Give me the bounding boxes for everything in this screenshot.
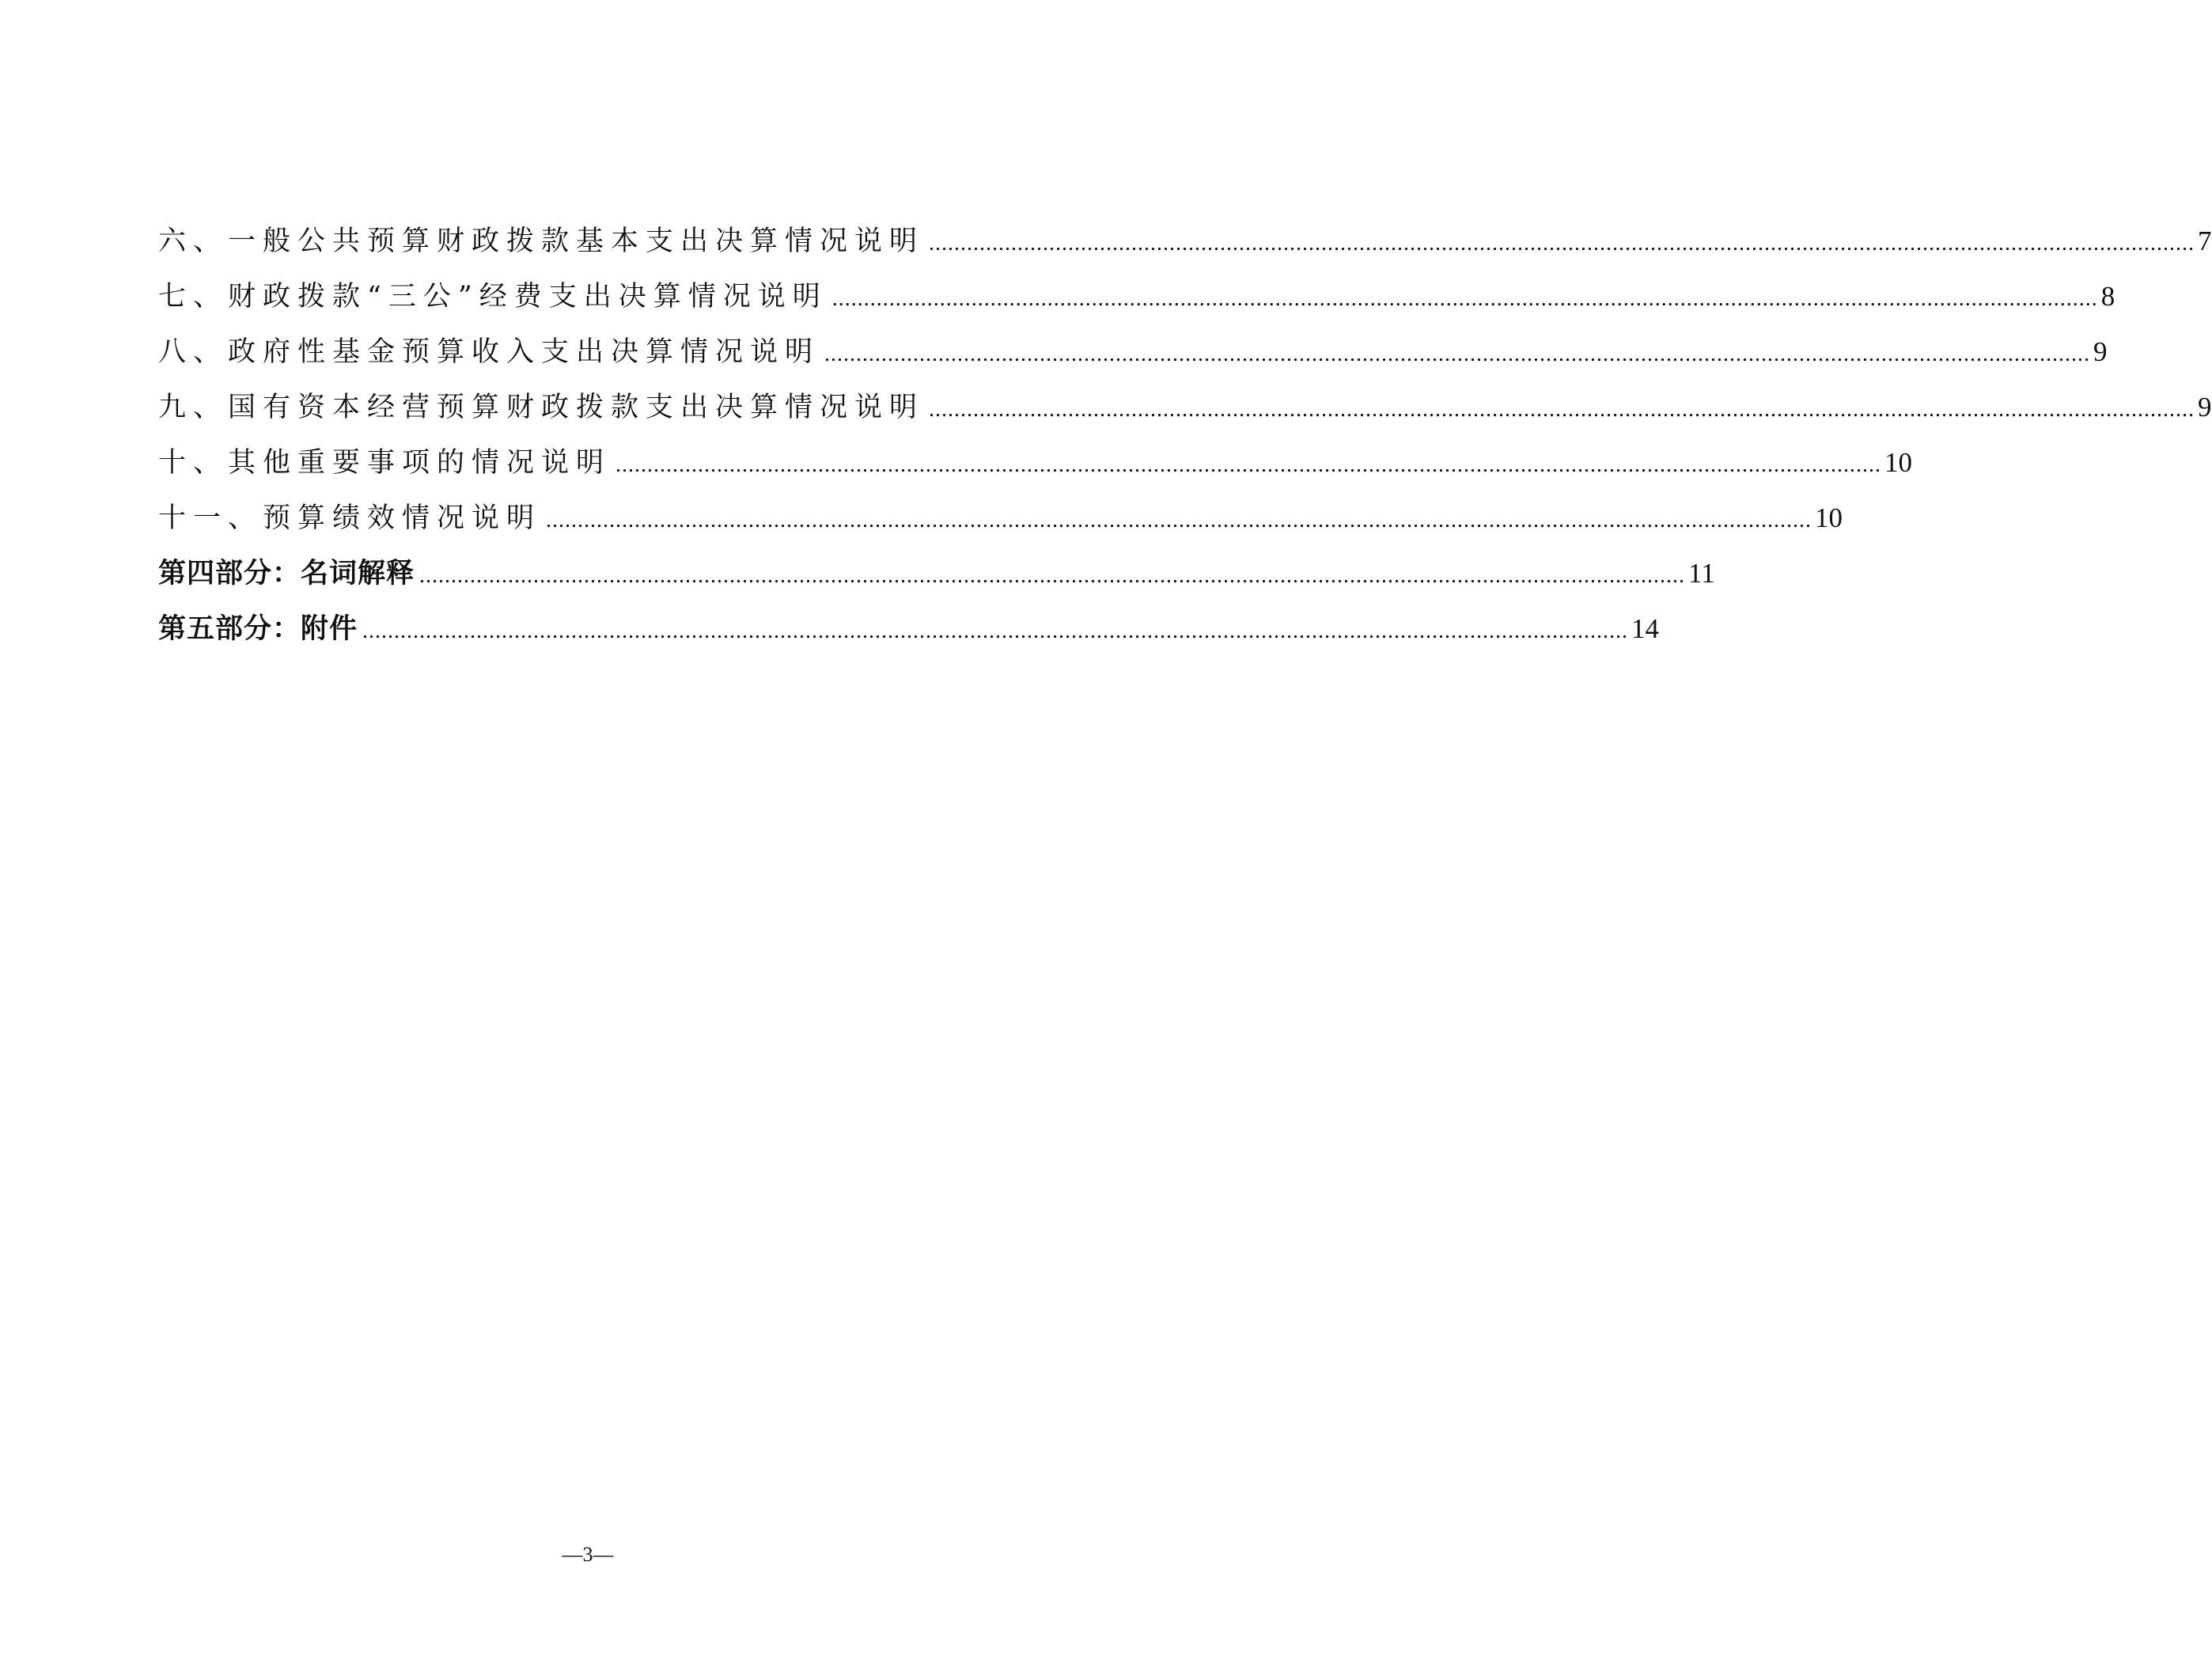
toc-entry-6 bbox=[158, 214, 2212, 269]
toc-entry-9 bbox=[158, 380, 2212, 435]
dot-leader: ........................................................................................................................................................................................................ bbox=[546, 508, 1812, 533]
toc-entry-label: 第四部分：名词解释 bbox=[158, 558, 415, 589]
dot-leader: ........................................................................................................................................................................................................ bbox=[929, 231, 2195, 256]
toc-entry-page: 9 bbox=[2093, 336, 2108, 367]
toc-entry-11 bbox=[158, 491, 1843, 546]
toc-entry-label: 九、国有资本经营预算财政拨款支出决算情况说明 bbox=[158, 392, 925, 423]
dot-leader: ........................................................................................................................................................................................................ bbox=[419, 563, 1686, 588]
page-number: —3— bbox=[562, 1543, 614, 1566]
toc-entry-label: 十、其他重要事项的情况说明 bbox=[158, 447, 612, 479]
dot-leader: ........................................................................................................................................................................................................ bbox=[929, 397, 2195, 422]
dot-leader: ........................................................................................................................................................................................................ bbox=[831, 286, 2098, 311]
toc-entry-part-4 bbox=[158, 546, 1715, 601]
toc-entry-label: 七、财政拨款“三公”经费支出决算情况说明 bbox=[158, 281, 828, 313]
toc-entry-label: 十一、预算绩效情况说明 bbox=[158, 502, 542, 534]
toc-entry-8 bbox=[158, 324, 2108, 380]
toc-entry-page: 8 bbox=[2100, 281, 2115, 312]
toc-entry-label: 八、政府性基金预算收入支出决算情况说明 bbox=[158, 336, 820, 368]
toc-entry-page: 10 bbox=[1884, 447, 1913, 478]
toc-entry-part-5 bbox=[158, 601, 1660, 657]
toc-entry-7 bbox=[158, 269, 2115, 324]
table-of-contents bbox=[158, 214, 2212, 657]
dot-leader: ........................................................................................................................................................................................................ bbox=[615, 453, 1882, 477]
toc-entry-page: 7 bbox=[2198, 226, 2212, 256]
toc-entry-10 bbox=[158, 435, 1913, 491]
toc-entry-page: 9 bbox=[2198, 392, 2212, 423]
toc-entry-page: 14 bbox=[1631, 613, 1660, 644]
toc-entry-page: 10 bbox=[1815, 502, 1843, 533]
toc-entry-page: 11 bbox=[1688, 558, 1715, 589]
toc-entry-label: 六、一般公共预算财政拨款基本支出决算情况说明 bbox=[158, 226, 925, 257]
dot-leader: ........................................................................................................................................................................................................ bbox=[824, 342, 2091, 366]
dot-leader: ........................................................................................................................................................................................................ bbox=[362, 619, 1629, 643]
toc-entry-label: 第五部分：附件 bbox=[158, 613, 358, 645]
